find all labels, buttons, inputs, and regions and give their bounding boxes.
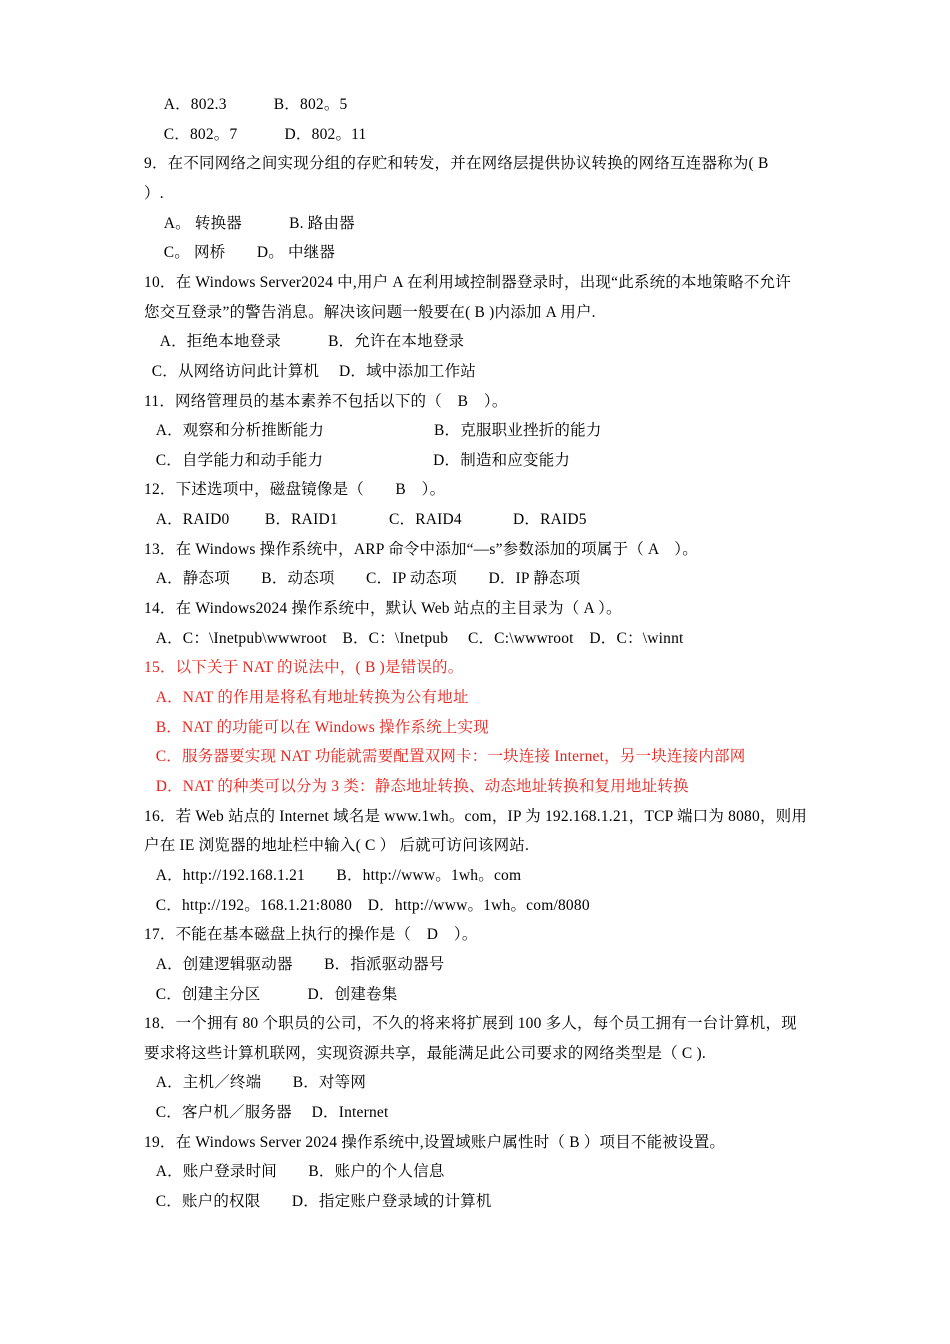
- text-line: A．创建逻辑驱动器 B．指派驱动器号: [140, 955, 445, 973]
- text-line: C。 网桥 D。 中继器: [148, 244, 336, 262]
- text-line: A．账户登录时间 B．账户的个人信息: [140, 1163, 445, 1181]
- text-line: C．服务器要实现 NAT 功能就需要配置双网卡：一块连接 Internet，另一块连接内部网: [140, 748, 746, 766]
- text-line: 要求将这些计算机联网，实现资源共享，最能满足此公司要求的网络类型是（ C ).: [144, 1044, 706, 1062]
- text-line: A．静态项 B．动态项 C．IP 动态项 D．IP 静态项: [140, 570, 581, 588]
- text-line: 9．在不同网络之间实现分组的存贮和转发，并在网络层提供协议转换的网络互连器称为( B: [144, 155, 769, 173]
- text-line: C．802。7 D．802。11: [148, 125, 367, 143]
- text-line: C．创建主分区 D．创建卷集: [140, 985, 398, 1003]
- text-line: A．http://192.168.1.21 B．http://www。1wh。com: [140, 866, 522, 884]
- text-line: C．账户的权限 D．指定账户登录域的计算机: [140, 1193, 492, 1211]
- text-line: A．拒绝本地登录 B．允许在本地登录: [144, 333, 465, 351]
- text-line: 13．在 Windows 操作系统中，ARP 命令中添加“—s”参数添加的项属于（ A ）。: [144, 540, 698, 558]
- text-line: C．自学能力和动手能力 D．制造和应变能力: [140, 451, 571, 469]
- text-line: A．主机／终端 B．对等网: [140, 1074, 367, 1092]
- text-line: 14．在 Windows2024 操作系统中，默认 Web 站点的主目录为（ A ）。: [144, 600, 622, 618]
- text-line: ）.: [144, 184, 164, 202]
- text-line: 19．在 Windows Server 2024 操作系统中,设置域账户属性时（ B ）项目不能被设置。: [144, 1133, 726, 1151]
- text-line: 户在 IE 浏览器的地址栏中输入( C ） 后就可访问该网站.: [144, 837, 530, 855]
- text-line: 16．若 Web 站点的 Internet 域名是 www.1wh。com，IP 为 192.168.1.21，TCP 端口为 8080，则用: [144, 807, 808, 825]
- text-line: 您交互登录”的警告消息。解决该问题一般要在( B )内添加 A 用户.: [144, 303, 596, 321]
- text-line: A．802.3 B．802。5: [148, 96, 348, 113]
- text-line: 17．不能在基本磁盘上执行的操作是（ D ）。: [144, 926, 478, 944]
- text-line: B．NAT 的功能可以在 Windows 操作系统上实现: [140, 718, 489, 736]
- text-line: D．NAT 的种类可以分为 3 类：静态地址转换、动态地址转换和复用地址转换: [140, 777, 689, 795]
- text-line: C．客户机／服务器 D．Internet: [140, 1104, 389, 1122]
- text-line: 11．网络管理员的基本素养不包括以下的（ B ）。: [144, 392, 508, 410]
- text-line: C．从网络访问此计算机 D．域中添加工作站: [136, 362, 477, 380]
- text-line: A．观察和分析推断能力 B．克服职业挫折的能力: [140, 422, 602, 440]
- text-line: C．http://192。168.1.21:8080 D．http://www。1wh。com/8080: [140, 896, 590, 914]
- text-line: A．RAID0 B．RAID1 C．RAID4 D．RAID5: [140, 511, 587, 529]
- text-line: A．C：\Inetpub\wwwroot B．C：\Inetpub C．C:\wwwroot D．C：\winnt: [140, 629, 684, 647]
- text-line: A。 转换器 B. 路由器: [148, 214, 355, 232]
- text-line: 15．以下关于 NAT 的说法中，( B )是错误的。: [144, 659, 464, 677]
- text-line: A．NAT 的作用是将私有地址转换为公有地址: [140, 689, 469, 706]
- text-line: 12．下述选项中，磁盘镜像是（ B ）。: [144, 481, 446, 499]
- text-line: 18．一个拥有 80 个职员的公司，不久的将来将扩展到 100 多人，每个员工拥有一台计算机，现: [144, 1015, 797, 1033]
- text-line: 10．在 Windows Server2024 中,用户 A 在利用域控制器登录时，出现“此系统的本地策略不允许: [144, 273, 791, 291]
